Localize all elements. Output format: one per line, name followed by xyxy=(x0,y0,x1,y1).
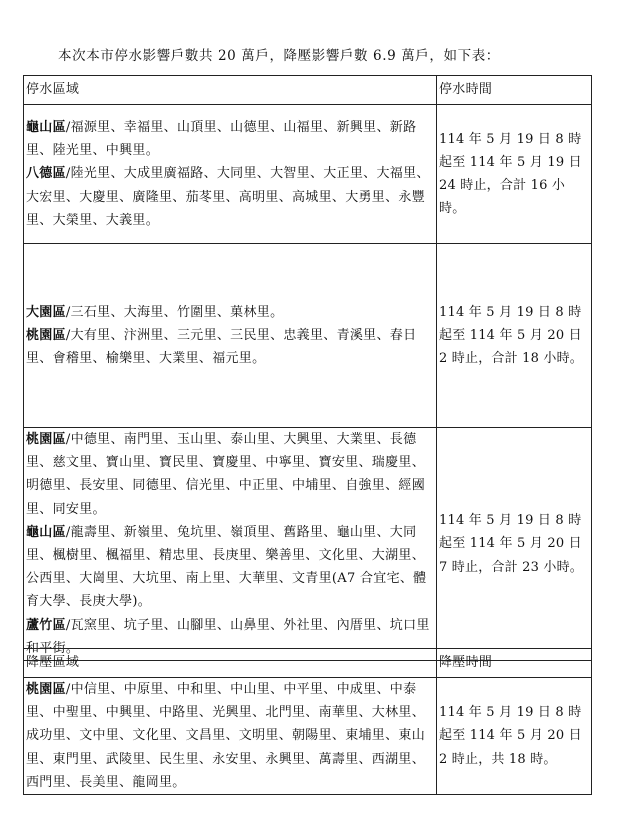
village-list: /中信里、中原里、中和里、中山里、中平里、中成里、中泰里、中聖里、中興里、中路里、光興里、北門里、南華里、大林里、成功里、文中里、文化里、文昌里、文明里、朝陽里、東埔里、東山里、東門里、武陵里、民生里、永安里、永興里、萬壽里、西湖里、西門里、長美里、龍岡里。 xyxy=(26,682,426,790)
header-pressure-area: 降壓區域 xyxy=(24,649,437,678)
village-list: /中德里、南門里、玉山里、泰山里、大興里、大業里、長德里、慈文里、寶山里、寶民里、寶慶里、中寧里、寶安里、瑞慶里、明德里、長安里、同德里、信光里、中正里、中埔里、自強里、經國里、同安里。 xyxy=(26,432,426,517)
district-name: 八德區 xyxy=(26,166,66,182)
time-cell: 114 年 5 月 19 日 8 時起至 114 年 5 月 20 日 2 時止，合計 18 小時。 xyxy=(437,244,592,428)
district-name: 桃園區 xyxy=(26,432,66,447)
intro-text: 本次本市停水影響戶數共 20 萬戶，降壓影響戶數 6.9 萬戶，如下表： xyxy=(58,48,500,64)
header-outage-area: 停水區域 xyxy=(24,76,437,105)
table-row xyxy=(24,244,592,428)
table-row xyxy=(24,678,592,795)
village-list: /陸光里、大成里廣福路、大同里、大智里、大正里、大福里、大宏里、大慶里、廣隆里、茄苳里、高明里、高城里、大勇里、永豐里、大榮里、大義里。 xyxy=(26,166,430,228)
district-name: 大園區 xyxy=(26,304,66,320)
area-cell xyxy=(24,105,437,244)
district-segment xyxy=(26,162,435,232)
district-name: 桃園區 xyxy=(26,327,66,343)
time-cell: 114 年 5 月 19 日 8 時起至 114 年 5 月 19 日 24 時止，合計 16 小時。 xyxy=(437,105,592,244)
district-segment xyxy=(26,678,435,794)
table-header-row xyxy=(24,76,592,105)
district-segment xyxy=(26,116,435,162)
header-outage-time: 停水時間 xyxy=(437,76,592,105)
pressure-reduction-table xyxy=(23,648,592,795)
district-name: 桃園區 xyxy=(26,682,66,697)
area-cell xyxy=(24,428,437,661)
district-segment xyxy=(26,521,435,614)
village-list: /龍壽里、新嶺里、兔坑里、嶺頂里、舊路里、龜山里、大同里、楓樹里、楓福里、精忠里、長庚里、樂善里、文化里、大湖里、公西里、大崗里、大坑里、南上里、大華里、文青里(A7 合宜宅、體育大學、長庚大學)。 xyxy=(26,524,427,610)
table-row xyxy=(24,105,592,244)
area-cell xyxy=(24,678,437,795)
village-list: /瓦窯里、坑子里、山腳里、山鼻里、外社里、內厝里、坑口里和平街。 xyxy=(26,617,430,656)
district-segment xyxy=(26,324,435,370)
header-pressure-time: 降壓時間 xyxy=(437,649,592,678)
table-header-row xyxy=(24,649,592,678)
village-list: /三石里、大海里、竹圍里、菓林里。 xyxy=(65,304,284,320)
district-segment xyxy=(26,428,435,521)
village-list: /福源里、幸福里、山頂里、山德里、山福里、新興里、新路里、陸光里、中興里。 xyxy=(26,119,417,159)
district-name: 龜山區 xyxy=(26,119,66,135)
time-cell: 114 年 5 月 19 日 8 時起至 114 年 5 月 20 日 2 時止，共 18 時。 xyxy=(437,678,592,795)
district-name: 龜山區 xyxy=(26,524,66,540)
district-segment xyxy=(26,301,435,324)
district-name: 蘆竹區 xyxy=(26,617,66,633)
table-row xyxy=(24,428,592,661)
village-list: /大有里、汴洲里、三元里、三民里、忠義里、青溪里、春日里、會稽里、榆樂里、大業里、福元里。 xyxy=(26,327,417,367)
time-cell: 114 年 5 月 19 日 8 時起至 114 年 5 月 20 日 7 時止，合計 23 小時。 xyxy=(437,428,592,661)
water-outage-table xyxy=(23,75,592,661)
area-cell xyxy=(24,244,437,428)
